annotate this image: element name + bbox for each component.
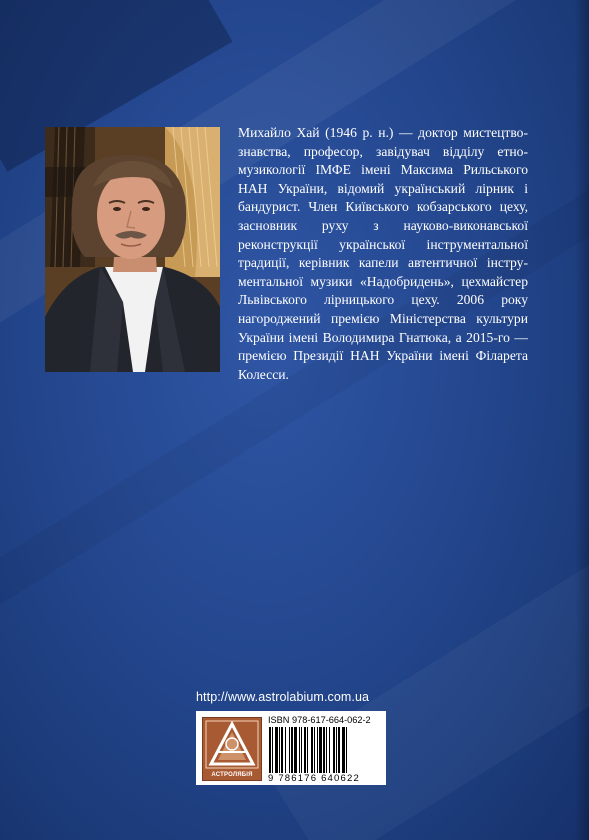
author-photo [45, 127, 220, 372]
barcode-bar [314, 727, 315, 773]
barcode-bar [275, 727, 278, 773]
barcode-bar [338, 727, 340, 773]
barcode-bar [319, 727, 322, 773]
publisher-website-link[interactable]: http://www.astrolabium.com.ua [196, 690, 370, 704]
barcode-bar [281, 727, 283, 773]
barcode-bar [342, 727, 345, 773]
isbn-number: ISBN 978-617-664-062-2 [268, 715, 371, 725]
barcode-bar [317, 727, 318, 773]
barcode-bar [291, 727, 293, 773]
publisher-logo [202, 717, 262, 781]
barcode-bar [299, 727, 300, 773]
barcode-bar [279, 727, 280, 773]
barcode-bar [304, 727, 306, 773]
barcode-bar [307, 727, 308, 773]
barcode-bar [326, 727, 327, 773]
barcode-bar [346, 727, 347, 773]
barcode-bar [329, 727, 330, 773]
cover-edge-shadow [575, 0, 589, 840]
barcode-bar [289, 727, 290, 773]
barcode-bar [333, 727, 335, 773]
barcode-bar [336, 727, 337, 773]
barcode-bar [311, 727, 313, 773]
barcode-bar [269, 727, 271, 773]
barcode-bar [323, 727, 325, 773]
publisher-logo-text: АСТРОЛЯБІЯ [211, 772, 253, 778]
barcode [268, 727, 380, 773]
isbn-label [196, 711, 386, 785]
barcode-digits: 9 786176 640622 [268, 773, 360, 784]
author-biography: Михайло Хай (1946 р. н.) — доктор мистецтвознавства, професор, завідувач відділу етномузикології ІМФЕ імені Максима Рильського НАН України, відомий український лірник і бандурист. Член Київського кобзарського цеху, засновник руху з науково-виконавської реконструкції української інструментальної традиції, керівник капели автентичної інструментальної музики «Надобридень», цехмайстер Львівського лірницького цеху. 2006 року нагороджений премією Міністерства культури України імені Володимира Гнатюка, а 2015-го — премією Президії НАН України імені Філарета Колесси. [238, 125, 528, 382]
barcode-bar [294, 727, 297, 773]
barcode-bar [301, 727, 302, 773]
barcode-bar [285, 727, 286, 773]
barcode-bar [272, 727, 273, 773]
